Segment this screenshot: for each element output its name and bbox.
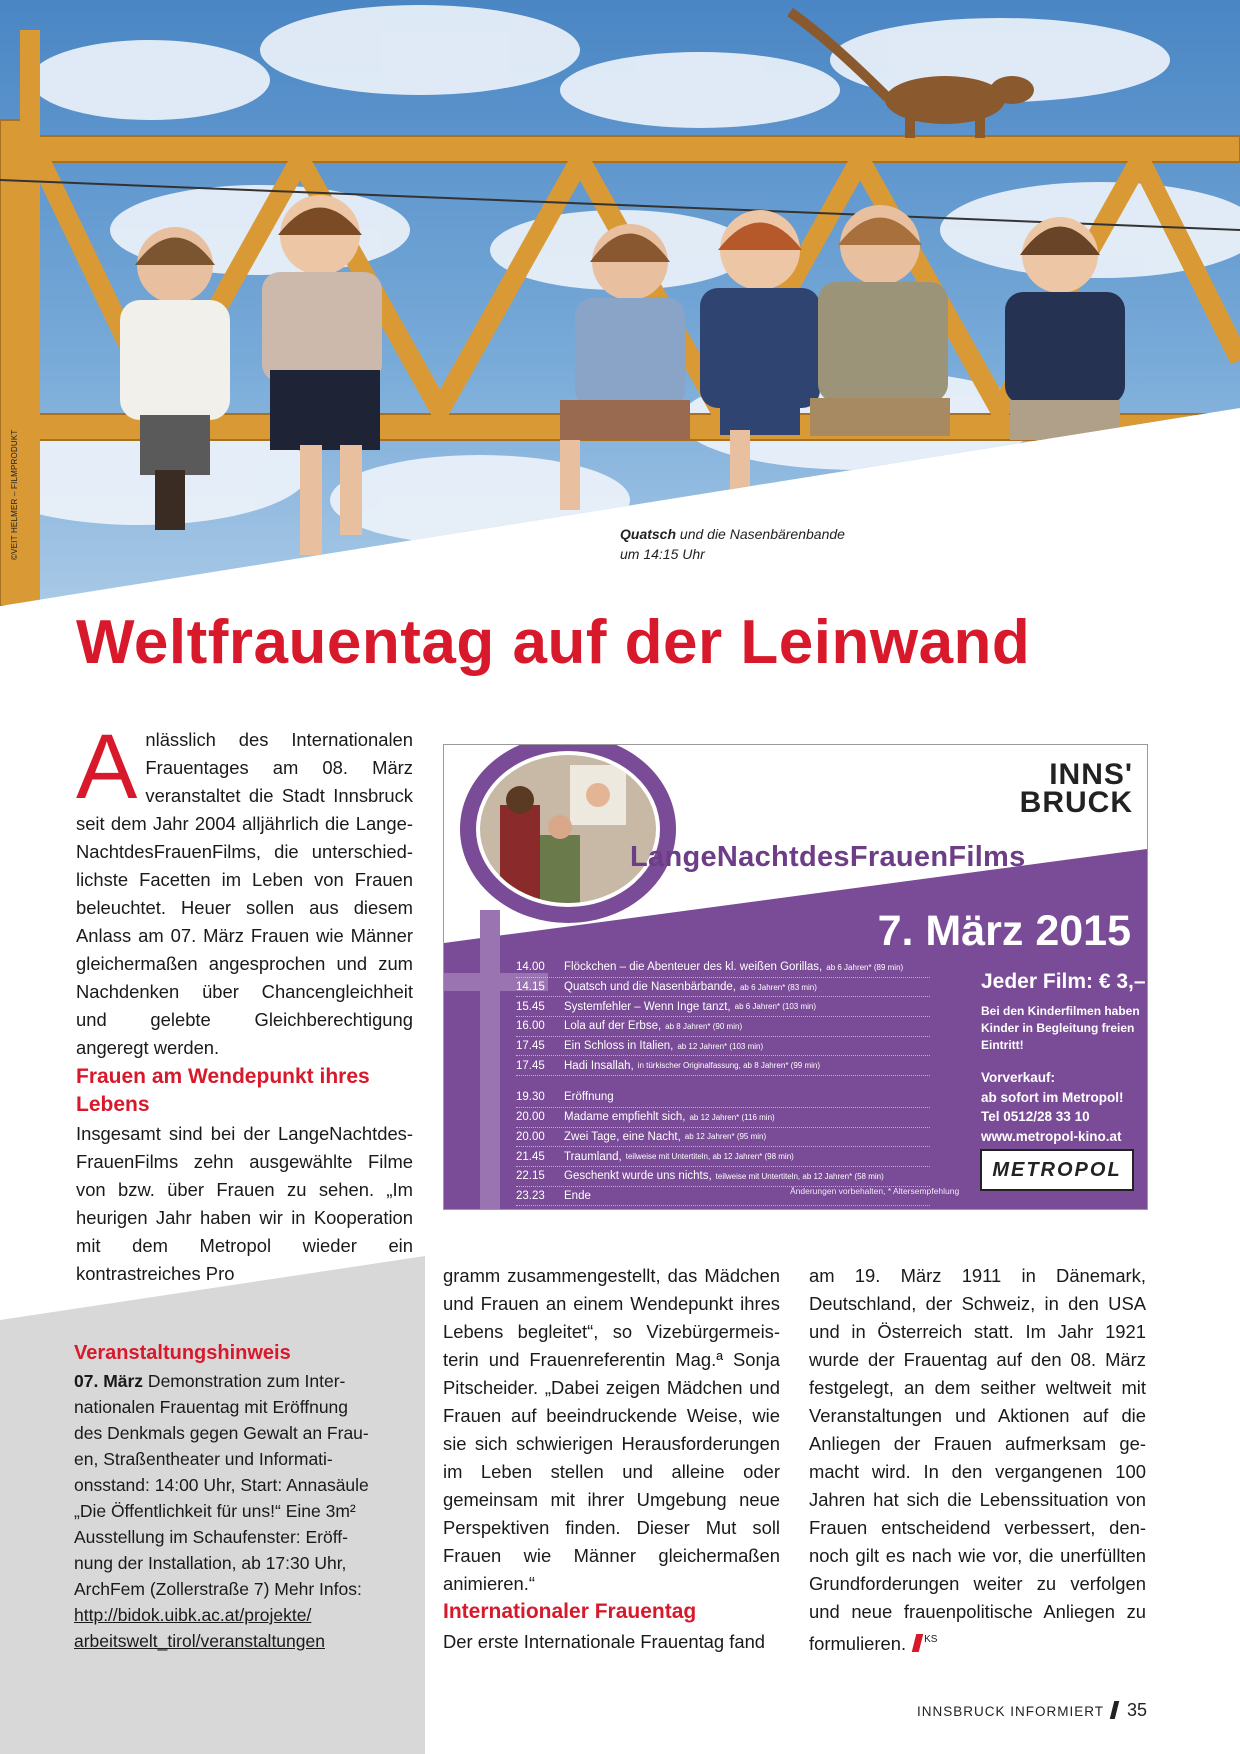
poster-photo xyxy=(480,755,656,903)
schedule-film-note: ab 12 Jahren* (103 min) xyxy=(677,1041,764,1051)
logo-line1: INNS' xyxy=(1049,758,1133,791)
schedule-film-title: Eröffnung xyxy=(564,1091,614,1104)
schedule-film-note: ab 12 Jahren* (95 min) xyxy=(684,1132,767,1142)
presale-info xyxy=(981,1068,1141,1146)
kids-free-note: Bei den Kinderfilmen haben Kinder in Begleitung freien Eintritt! xyxy=(981,1004,1140,1052)
schedule-footnote: Änderungen vorbehalten, * Altersempfehlung xyxy=(790,1186,960,1196)
subheading-wendepunkt: Frauen am Wendepunkt ihres Lebens xyxy=(76,1065,370,1116)
caption-film-title: Quatsch xyxy=(620,526,677,542)
presale-phone: Tel 0512/28 33 10 xyxy=(981,1109,1090,1124)
schedule-film-title: Ende xyxy=(564,1189,591,1202)
schedule-film-title: Flöckchen – die Abenteuer des kl. weißen Gorillas, xyxy=(564,961,823,974)
schedule-time: 15.45 xyxy=(516,1000,545,1013)
footer-separator-icon xyxy=(1110,1701,1119,1719)
schedule-row xyxy=(516,1128,930,1148)
info-box-text xyxy=(74,1368,374,1654)
metropol-logo: METROPOL xyxy=(980,1149,1134,1191)
presale-title: Vorverkauf: xyxy=(981,1070,1056,1085)
poster-photo-illustration xyxy=(480,755,656,903)
event-info-box xyxy=(0,1256,425,1754)
author-initials: KS xyxy=(924,1634,938,1645)
page-number: 35 xyxy=(1126,1700,1147,1720)
schedule-time: 17.45 xyxy=(516,1040,545,1053)
schedule-film-note: ab 12 Jahren* (116 min) xyxy=(689,1112,775,1122)
schedule-film-note: in türkischer Originalfassung, ab 8 Jahren* (99 min) xyxy=(637,1061,820,1071)
info-box-link[interactable] xyxy=(74,1602,374,1654)
page-footer xyxy=(917,1700,1147,1721)
schedule-time: 23.23 xyxy=(516,1189,545,1202)
intro-paragraph xyxy=(76,716,413,1062)
schedule-film-note: teilweise mit Untertiteln, ab 12 Jahren* (58 min) xyxy=(715,1171,884,1181)
hero-photo xyxy=(0,0,1240,606)
schedule-row xyxy=(516,997,930,1017)
poster-event-name: LangeNachtdesFrauenFilms xyxy=(630,841,1026,873)
schedule-film-note: ab 6 Jahren* (103 min) xyxy=(734,1002,817,1012)
schedule-row xyxy=(516,958,930,978)
schedule-row xyxy=(516,1037,930,1057)
photo-caption xyxy=(620,524,845,564)
schedule-film-note: ab 6 Jahren* (89 min) xyxy=(826,962,904,972)
poster-date: 7. März 2015 xyxy=(877,907,1131,955)
caption-film-rest: und die Nasenbärenbande xyxy=(676,526,845,542)
info-box-body: Demonstration zum Internationalen Frauentag mit Eröffnung des Denkmals gegen Gewalt an Frauen, Straßentheater und Informationsstand: 14:00 Uhr, Start: Annasäule „Die Öffentlichkeit für uns!“ Eine 3m² Ausstellung im Schaufenster: Eröffnung der Installation, ab 17:30 Uhr, ArchFem (Zollerstraße 7) Mehr Infos: xyxy=(74,1371,369,1599)
schedule-time: 14.00 xyxy=(516,961,545,974)
schedule-film-note: teilweise mit Untertiteln, ab 12 Jahren* (98 min) xyxy=(625,1152,794,1162)
schedule-time: 22.15 xyxy=(516,1170,545,1183)
schedule-row xyxy=(516,1147,930,1167)
schedule-row xyxy=(516,1017,930,1037)
info-box-title: Veranstaltungshinweis xyxy=(74,1342,291,1364)
schedule-row xyxy=(516,1088,930,1108)
logo-line2: BRUCK xyxy=(1019,786,1133,819)
article-title: Weltfrauentag auf der Leinwand xyxy=(76,608,1031,677)
section1-part2: gramm zusammengestellt, das Mädchen und Frauen an einem Wendepunkt ihres Lebens begleitet“, so Vizebürgermeisterin und Frauenreferentin Mag.ª Sonja Pitscheider. „Dabei zeigen Mädchen und Frauen auf beeindruckende Weise, wie sie sich schwierigen Herausforderungen im Leben stellen und alleine oder gemeinsam mit ihrer Umgebung neue Perspektiven finden. Dieser Mut soll Frauen wie Männer gleichermaßen animieren.“ xyxy=(443,1265,780,1594)
schedule-film-title: Lola auf der Erbse, xyxy=(564,1020,662,1033)
schedule-film-title: Madame empfiehlt sich, xyxy=(564,1111,686,1124)
schedule-time: 14.15 xyxy=(516,981,545,994)
schedule-film-note: ab 6 Jahren* (83 min) xyxy=(739,982,817,992)
section2-text: am 19. März 1911 in Dänemark, Deutschland, der Schweiz, in den USA und in Österreich statt. Im Jahr 1921 wurde der Frauentag auf den 08. März festgelegt, an dem seither weltweit mit Veranstaltungen und Aktionen auf die Anliegen der Frauen aufmerksam gemacht wird. In den vergangenen 100 Jahren hat sich die Lebenssituation von Frauen entscheidend verbessert, dennoch gilt es nach wie vor, die unerfüllten Grundforderungen weiter zu verfolgen und neue frauenpolitische Anliegen zu formulieren. xyxy=(809,1265,1146,1654)
schedule-time: 19.30 xyxy=(516,1091,545,1104)
info-link-line2: arbeitswelt_tirol/veranstaltungen xyxy=(74,1631,325,1651)
schedule-time: 20.00 xyxy=(516,1111,545,1124)
schedule-film-note: ab 8 Jahren* (90 min) xyxy=(665,1021,743,1031)
schedule-time: 17.45 xyxy=(516,1059,545,1072)
innsbruck-logo xyxy=(1019,758,1133,819)
hero-illustration xyxy=(0,0,1240,606)
info-box-date: 07. März xyxy=(74,1371,144,1391)
section1-part1: Insgesamt sind bei der LangeNachtdesFrauenFilms zehn ausgewählte Filme von bzw. über Frauen zu sehen. „Im heurigen Jahr haben wir in Kooperation mit dem Metropol wieder ein kontrastreiches Pro xyxy=(76,1123,413,1284)
intro-text: nlässlich des Internationalen Frauentages am 08. März veranstaltet die Stadt Innsbruck seit dem Jahr 2004 alljährlich die LangeNachtdesFrauenFilms, die unterschiedlichste Facetten im Leben von Frauen beleuchtet. Heuer sollen aus diesem Anlass am 07. März Frauen wie Männer gleichermaßen angesprochen und zum Nachdenken über Chancengleichheit und gelebte Gleichberechtigung angeregt werden. xyxy=(76,729,413,1058)
subheading-frauentag: Internationaler Frauentag xyxy=(443,1600,697,1623)
end-mark-icon xyxy=(912,1634,923,1652)
publication-name: INNSBRUCK INFORMIERT xyxy=(916,1704,1104,1719)
schedule-film-title: Geschenkt wurde uns nichts, xyxy=(564,1170,712,1183)
presale-location: ab sofort im Metropol! xyxy=(981,1089,1124,1105)
schedule-row xyxy=(516,1056,930,1076)
info-link-line1: http://bidok.uibk.ac.at/projekte/ xyxy=(74,1605,312,1625)
presale-website: www.metropol-kino.at xyxy=(981,1128,1122,1144)
section2-part2 xyxy=(809,1262,1146,1658)
film-night-poster xyxy=(443,744,1148,1210)
schedule-film-title: Traumland, xyxy=(564,1150,622,1163)
schedule-time: 21.45 xyxy=(516,1150,545,1163)
schedule-row xyxy=(516,1167,930,1187)
schedule-film-title: Ein Schloss in Italien, xyxy=(564,1040,674,1053)
section2-part1: Der erste Internationale Frauentag fand xyxy=(443,1631,766,1652)
schedule-time: 16.00 xyxy=(516,1020,545,1033)
film-schedule xyxy=(516,958,930,1206)
schedule-time: 20.00 xyxy=(516,1130,545,1143)
schedule-film-title: Quatsch und die Nasenbärbande, xyxy=(564,981,736,994)
drop-cap: A xyxy=(76,716,138,818)
schedule-row xyxy=(516,1108,930,1128)
caption-time: um 14:15 Uhr xyxy=(620,546,705,562)
schedule-film-title: Hadi Insallah, xyxy=(564,1059,634,1072)
photo-credit: ©VEIT HELMER – FILMPRODUKT xyxy=(10,429,19,560)
schedule-row xyxy=(516,978,930,998)
schedule-film-title: Systemfehler – Wenn Inge tanzt, xyxy=(564,1000,731,1013)
ticket-price: Jeder Film: € 3,– xyxy=(981,970,1146,993)
schedule-film-title: Zwei Tage, eine Nacht, xyxy=(564,1130,681,1143)
